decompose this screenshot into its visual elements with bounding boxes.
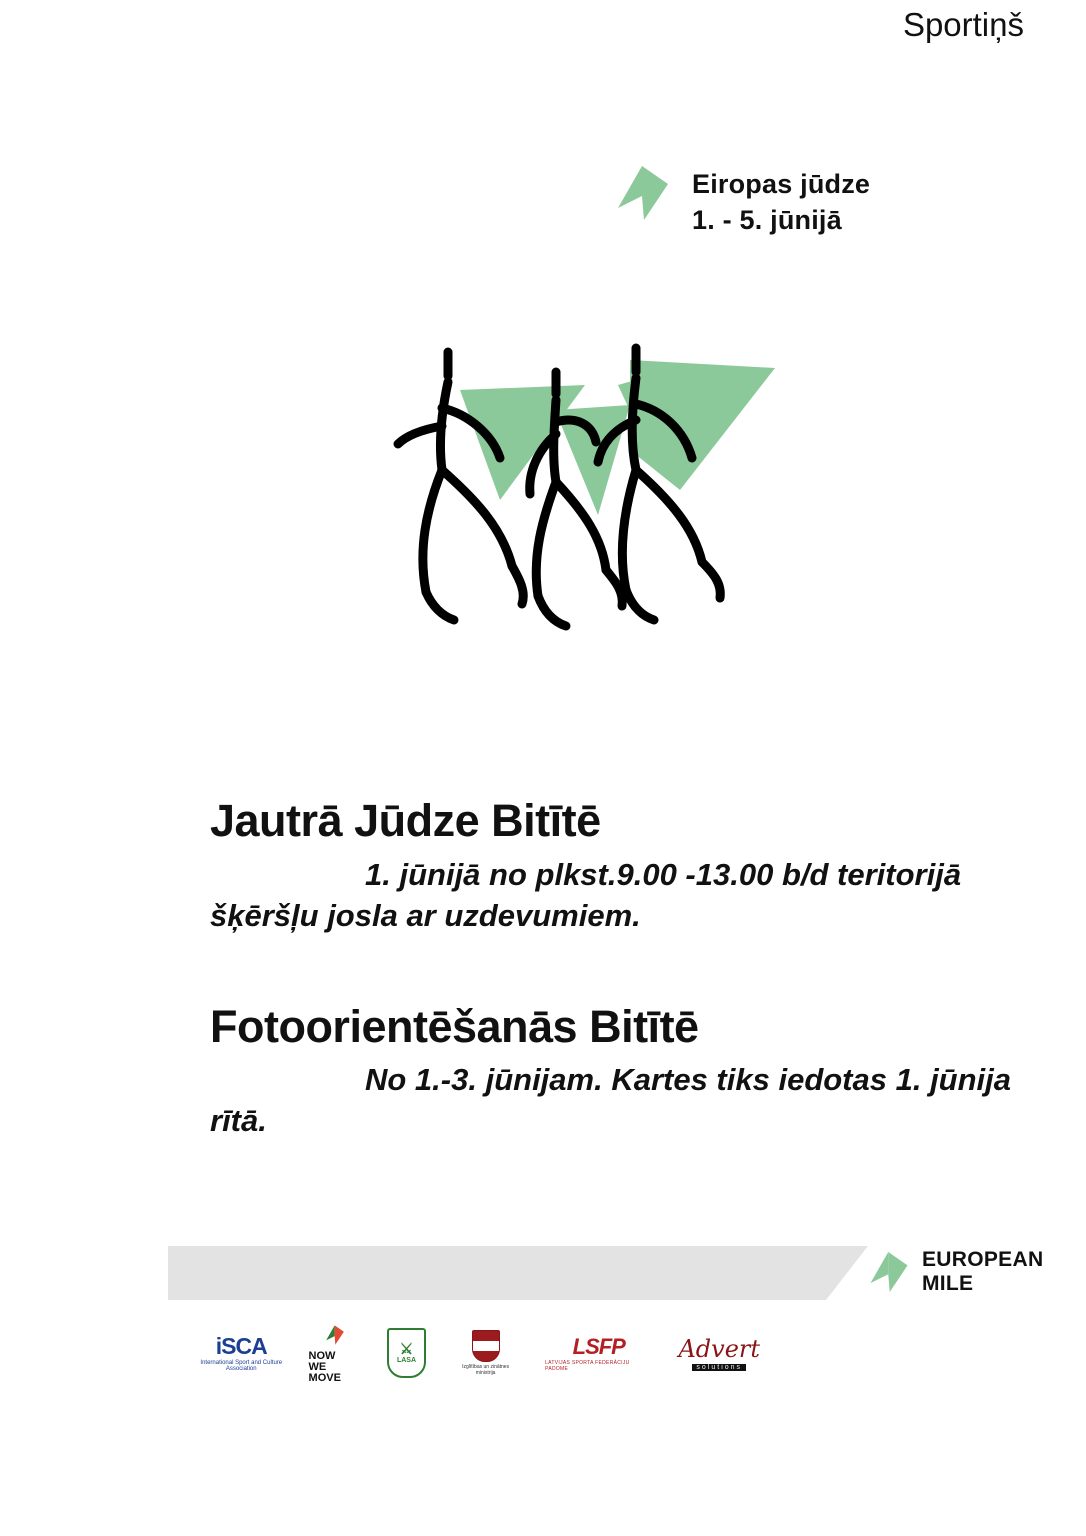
header-title-line2: 1. - 5. jūnijā <box>692 205 842 236</box>
ministry-caption: Izglītības un zinātnes ministrija <box>462 1364 510 1376</box>
ministry-coat-of-arms-logo <box>452 1330 519 1376</box>
lasa-emblem-icon: ⚔ <box>399 1341 414 1358</box>
header-title <box>692 162 870 239</box>
sponsor-logo-strip <box>200 1322 760 1384</box>
footer-banner-bar <box>168 1246 868 1300</box>
isca-wordmark: iSCA <box>215 1332 267 1359</box>
lsfp-logo <box>545 1334 652 1372</box>
header-logo-block <box>612 162 870 239</box>
poster-content <box>210 795 1030 1142</box>
footer-mile-label: EUROPEAN MILE <box>922 1248 1044 1295</box>
footer-european-mile-logo <box>866 1248 1086 1296</box>
section-headline-2: Fotoorientēšanās Bitītē <box>210 1000 699 1052</box>
lsfp-wordmark: LSFP <box>572 1334 625 1359</box>
hero-green-arrows <box>460 360 775 515</box>
now-we-move-line1: NOW <box>308 1349 336 1362</box>
advert-solutions-logo <box>678 1335 760 1371</box>
section-body-1: 1. jūnijā no plkst.9.00 -13.00 b/d teritorijā šķēršļu josla ar uzdevumiem. <box>210 856 962 933</box>
now-we-move-line2: WE MOVE <box>308 1360 341 1384</box>
european-mile-arrow-icon <box>866 1248 912 1296</box>
section-body-2: No 1.-3. jūnijam. Kartes tiks iedotas 1. jūnija rītā. <box>210 1062 1012 1139</box>
now-we-move-logo <box>309 1323 361 1384</box>
advert-tagline: solutions <box>692 1364 746 1371</box>
coat-of-arms-icon <box>472 1330 500 1362</box>
lasa-shield-logo <box>387 1328 426 1378</box>
european-mile-arrow-icon <box>612 162 674 224</box>
now-we-move-wordmark <box>309 1351 361 1384</box>
section-headline-1: Jautrā Jūdze Bitītē <box>210 795 601 846</box>
isca-logo <box>200 1334 283 1373</box>
hero-illustration <box>380 330 800 690</box>
advert-wordmark: Advert <box>678 1335 761 1363</box>
isca-tagline: International Sport and Culture Association <box>200 1359 283 1373</box>
lsfp-tagline: LATVIJAS SPORTA FEDERĀCIJU PADOME <box>545 1360 630 1372</box>
now-we-move-arrow-icon <box>324 1323 346 1347</box>
section-divider-space <box>210 937 1030 1001</box>
lasa-label: LASA <box>396 1357 416 1364</box>
header-title-line1: Eiropas jūdze <box>692 169 871 199</box>
footer-bar-label: Sportiņš <box>902 6 1024 43</box>
